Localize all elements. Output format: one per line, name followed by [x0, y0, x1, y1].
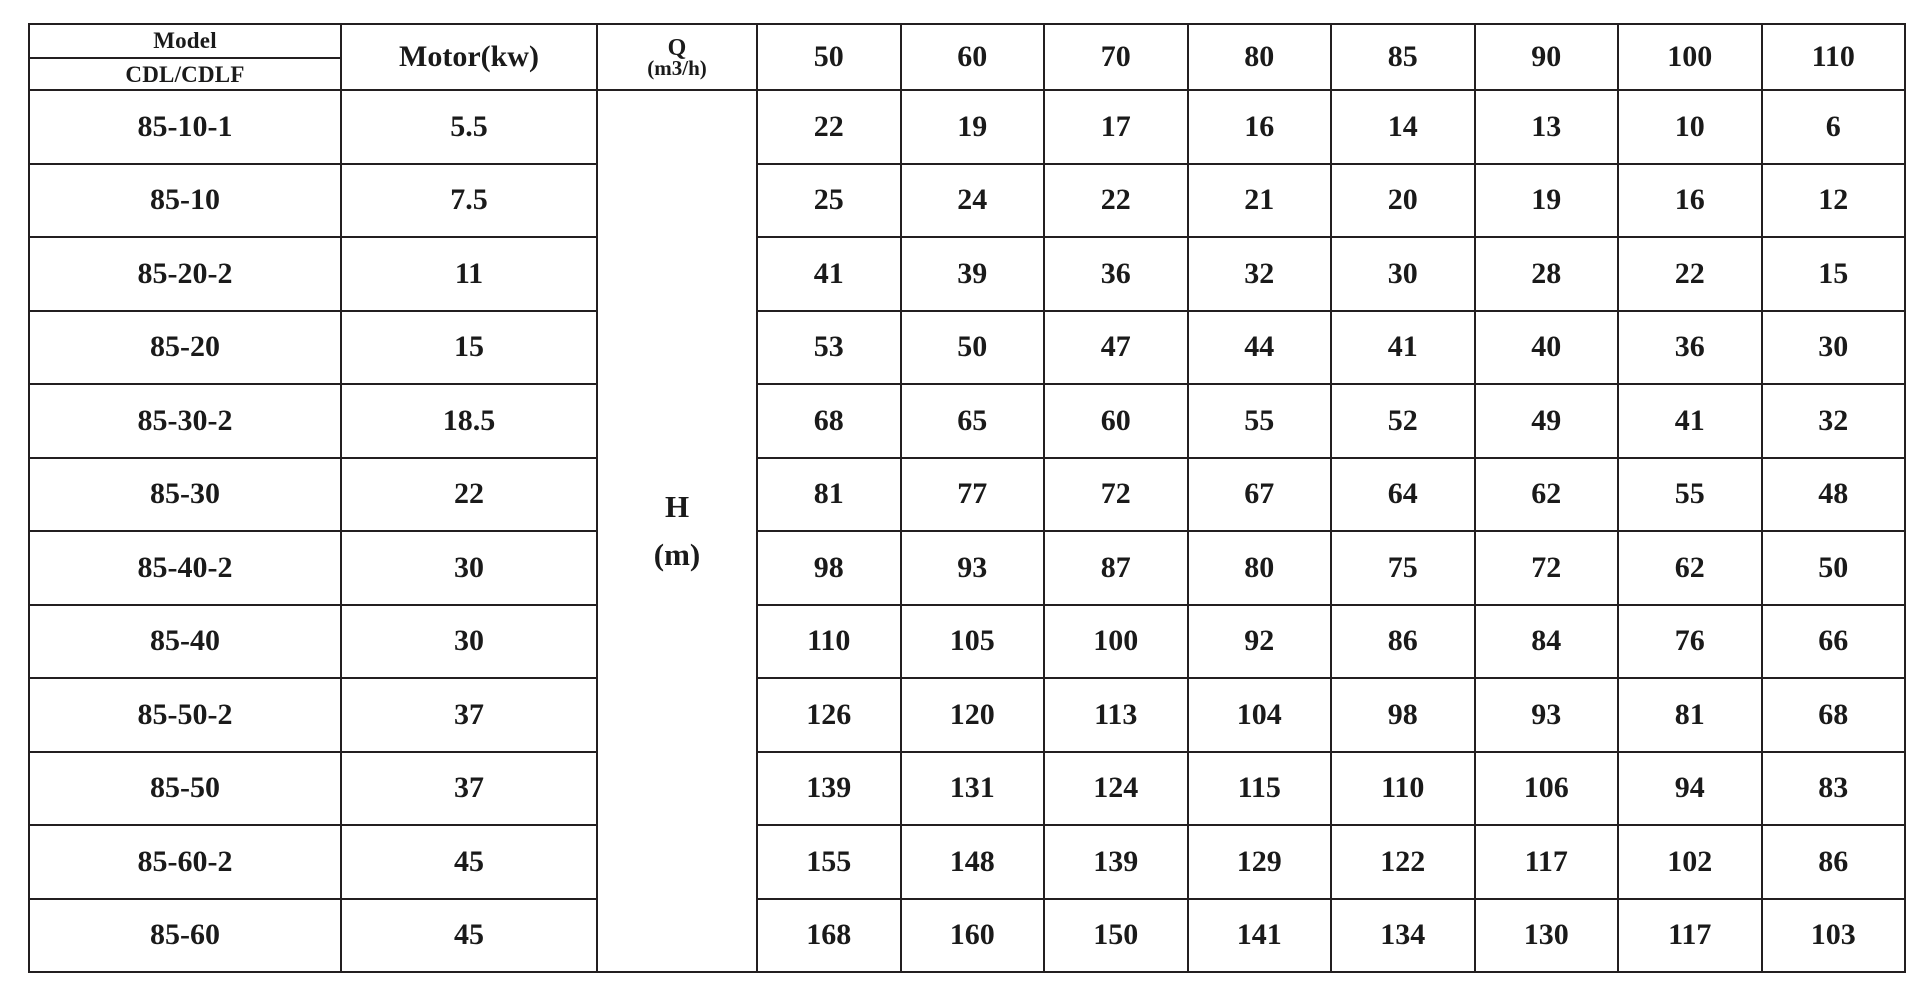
cell-head: 139: [1044, 825, 1188, 899]
cell-head: 16: [1188, 90, 1332, 164]
table-row: [29, 825, 1905, 899]
cell-head: 13: [1475, 90, 1619, 164]
cell-head: 14: [1331, 90, 1475, 164]
cell-head: 168: [757, 899, 901, 973]
pump-performance-table: [28, 23, 1906, 973]
header-flow-value: 110: [1762, 24, 1906, 90]
cell-head: 12: [1762, 164, 1906, 238]
cell-head: 32: [1762, 384, 1906, 458]
cell-motor: 45: [341, 825, 597, 899]
cell-model: 85-60: [29, 899, 341, 973]
table-row: [29, 90, 1905, 164]
table-row: [29, 678, 1905, 752]
pump-performance-table-container: [28, 23, 1904, 973]
cell-head: 28: [1475, 237, 1619, 311]
cell-model: 85-20: [29, 311, 341, 385]
cell-head: 62: [1618, 531, 1762, 605]
cell-head: 30: [1762, 311, 1906, 385]
header-flow-value: 80: [1188, 24, 1332, 90]
cell-model: 85-10-1: [29, 90, 341, 164]
cell-head: 36: [1618, 311, 1762, 385]
cell-head: 65: [901, 384, 1045, 458]
cell-head: 84: [1475, 605, 1619, 679]
cell-head: 110: [757, 605, 901, 679]
cell-motor: 7.5: [341, 164, 597, 238]
cell-head: 76: [1618, 605, 1762, 679]
cell-head: 86: [1762, 825, 1906, 899]
cell-head: 52: [1331, 384, 1475, 458]
cell-head: 102: [1618, 825, 1762, 899]
cell-head: 72: [1475, 531, 1619, 605]
cell-head: 106: [1475, 752, 1619, 826]
cell-model: 85-30-2: [29, 384, 341, 458]
cell-motor: 30: [341, 531, 597, 605]
cell-motor: 15: [341, 311, 597, 385]
cell-head: 131: [901, 752, 1045, 826]
cell-head: 55: [1188, 384, 1332, 458]
head-symbol: H: [664, 488, 690, 524]
header-flow: [597, 24, 757, 90]
cell-head: 50: [1762, 531, 1906, 605]
cell-head: 6: [1762, 90, 1906, 164]
header-flow-value: 90: [1475, 24, 1619, 90]
cell-motor: 37: [341, 752, 597, 826]
header-flow-value: 100: [1618, 24, 1762, 90]
cell-head: 25: [757, 164, 901, 238]
cell-model: 85-50-2: [29, 678, 341, 752]
cell-head: 141: [1188, 899, 1332, 973]
cell-model: 85-50: [29, 752, 341, 826]
cell-model: 85-30: [29, 458, 341, 532]
table-header-row: [29, 24, 1905, 90]
cell-head: 103: [1762, 899, 1906, 973]
cell-head: 81: [1618, 678, 1762, 752]
cell-head: 60: [1044, 384, 1188, 458]
header-flow-unit: (m3/h): [647, 55, 707, 80]
cell-head: 86: [1331, 605, 1475, 679]
cell-model: 85-60-2: [29, 825, 341, 899]
cell-head: 129: [1188, 825, 1332, 899]
cell-head: 117: [1618, 899, 1762, 973]
header-model-bottom: CDL/CDLF: [125, 61, 245, 87]
table-row: [29, 531, 1905, 605]
cell-head: 94: [1618, 752, 1762, 826]
cell-head: 41: [757, 237, 901, 311]
cell-head: 22: [1618, 237, 1762, 311]
cell-head: 92: [1188, 605, 1332, 679]
head-unit: (m): [653, 537, 701, 572]
cell-head: 41: [1331, 311, 1475, 385]
cell-head: 105: [901, 605, 1045, 679]
cell-head: 68: [1762, 678, 1906, 752]
table-row: [29, 458, 1905, 532]
cell-head: 139: [757, 752, 901, 826]
cell-head: 62: [1475, 458, 1619, 532]
cell-head: 67: [1188, 458, 1332, 532]
cell-head: 19: [1475, 164, 1619, 238]
cell-motor: 45: [341, 899, 597, 973]
cell-head: 124: [1044, 752, 1188, 826]
table-row: [29, 311, 1905, 385]
cell-head: 134: [1331, 899, 1475, 973]
cell-head: 19: [901, 90, 1045, 164]
table-row: [29, 605, 1905, 679]
cell-head: 49: [1475, 384, 1619, 458]
cell-head: 30: [1331, 237, 1475, 311]
cell-head: 98: [757, 531, 901, 605]
header-flow-value: 60: [901, 24, 1045, 90]
cell-head: 80: [1188, 531, 1332, 605]
header-flow-value: 50: [757, 24, 901, 90]
cell-model: 85-20-2: [29, 237, 341, 311]
cell-head: 77: [901, 458, 1045, 532]
cell-head: 21: [1188, 164, 1332, 238]
header-model-top: Model: [30, 25, 340, 58]
cell-head: 17: [1044, 90, 1188, 164]
header-model: [29, 24, 341, 90]
cell-head: 155: [757, 825, 901, 899]
cell-head: 122: [1331, 825, 1475, 899]
cell-head: 16: [1618, 164, 1762, 238]
cell-head: 115: [1188, 752, 1332, 826]
header-flow-value: 85: [1331, 24, 1475, 90]
cell-head: 110: [1331, 752, 1475, 826]
cell-head: 160: [901, 899, 1045, 973]
cell-motor: 11: [341, 237, 597, 311]
cell-head: 10: [1618, 90, 1762, 164]
cell-head: 22: [757, 90, 901, 164]
table-row: [29, 237, 1905, 311]
table-row: [29, 164, 1905, 238]
cell-head: 126: [757, 678, 901, 752]
cell-head: 93: [901, 531, 1045, 605]
cell-head: 32: [1188, 237, 1332, 311]
cell-head: 117: [1475, 825, 1619, 899]
table-row: [29, 899, 1905, 973]
cell-head: 44: [1188, 311, 1332, 385]
cell-head: 75: [1331, 531, 1475, 605]
header-flow-symbol: Q: [667, 34, 687, 61]
cell-head: 98: [1331, 678, 1475, 752]
cell-head: 39: [901, 237, 1045, 311]
cell-model: 85-10: [29, 164, 341, 238]
cell-head: 64: [1331, 458, 1475, 532]
cell-head: 20: [1331, 164, 1475, 238]
cell-head: 66: [1762, 605, 1906, 679]
cell-head: 47: [1044, 311, 1188, 385]
cell-head: 50: [901, 311, 1045, 385]
cell-head: 40: [1475, 311, 1619, 385]
header-flow-value: 70: [1044, 24, 1188, 90]
header-motor: Motor(kw): [341, 24, 597, 90]
cell-motor: 18.5: [341, 384, 597, 458]
cell-head: 22: [1044, 164, 1188, 238]
cell-head: 93: [1475, 678, 1619, 752]
cell-head: 113: [1044, 678, 1188, 752]
cell-head: 130: [1475, 899, 1619, 973]
cell-motor: 5.5: [341, 90, 597, 164]
cell-head: 148: [901, 825, 1045, 899]
cell-head: 72: [1044, 458, 1188, 532]
cell-head: 41: [1618, 384, 1762, 458]
cell-head: 81: [757, 458, 901, 532]
table-row: [29, 384, 1905, 458]
cell-head: 83: [1762, 752, 1906, 826]
cell-head: 150: [1044, 899, 1188, 973]
cell-model: 85-40-2: [29, 531, 341, 605]
cell-motor: 37: [341, 678, 597, 752]
cell-head-axis-label: [597, 90, 757, 972]
cell-head: 53: [757, 311, 901, 385]
cell-motor: 22: [341, 458, 597, 532]
cell-head: 104: [1188, 678, 1332, 752]
table-row: [29, 752, 1905, 826]
cell-head: 120: [901, 678, 1045, 752]
cell-motor: 30: [341, 605, 597, 679]
cell-head: 15: [1762, 237, 1906, 311]
cell-head: 24: [901, 164, 1045, 238]
cell-head: 100: [1044, 605, 1188, 679]
cell-head: 48: [1762, 458, 1906, 532]
cell-head: 87: [1044, 531, 1188, 605]
cell-head: 68: [757, 384, 901, 458]
cell-head: 55: [1618, 458, 1762, 532]
cell-model: 85-40: [29, 605, 341, 679]
cell-head: 36: [1044, 237, 1188, 311]
